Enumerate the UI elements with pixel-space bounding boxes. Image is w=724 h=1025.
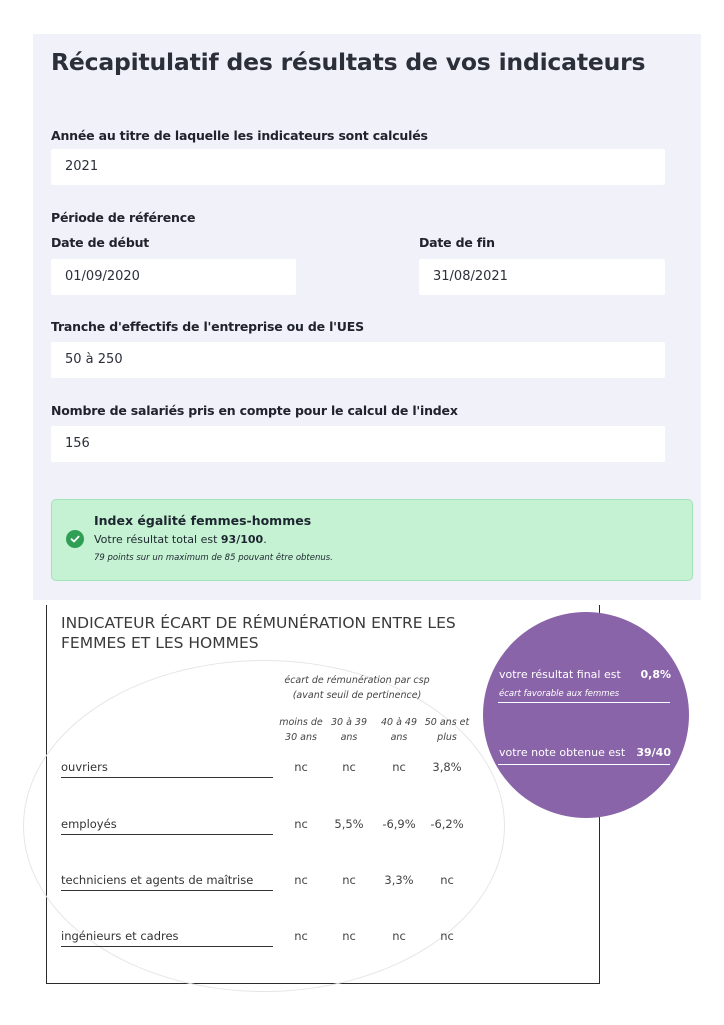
result-circle bbox=[483, 612, 689, 818]
divider bbox=[498, 702, 670, 703]
table-cell: 3,8% bbox=[432, 760, 462, 774]
indicator-title: INDICATEUR ÉCART DE RÉMUNÉRATION ENTRE LES FEMMES ET LES HOMMES bbox=[61, 614, 456, 652]
table-cell: -6,2% bbox=[430, 817, 464, 831]
final-result-value: 0,8% bbox=[640, 668, 671, 681]
row-label: ingénieurs et cadres bbox=[61, 929, 273, 947]
summary-panel bbox=[33, 34, 701, 600]
table-cell: nc bbox=[392, 929, 406, 943]
table-cell: nc bbox=[294, 760, 308, 774]
table-cell: nc bbox=[342, 929, 356, 943]
start-date-field[interactable]: 01/09/2020 bbox=[51, 259, 296, 295]
column-header: 30 à 39 ans bbox=[330, 717, 368, 743]
table-cell: nc bbox=[392, 760, 406, 774]
indicator-subtitle: écart de rémunération par csp (avant seuil de pertinence) bbox=[284, 675, 430, 701]
year-label: Année au titre de laquelle les indicateurs sont calculés bbox=[51, 128, 428, 143]
row-label: ouvriers bbox=[61, 760, 273, 778]
final-result-label: votre résultat final est bbox=[499, 668, 621, 681]
table-cell: nc bbox=[440, 873, 454, 887]
table-cell: nc bbox=[440, 929, 454, 943]
divider bbox=[498, 764, 670, 765]
employees-field[interactable]: 156 bbox=[51, 426, 665, 462]
end-date-field[interactable]: 31/08/2021 bbox=[419, 259, 665, 295]
alert-title: Index égalité femmes-hommes bbox=[94, 513, 312, 528]
total-score: 93/100 bbox=[220, 533, 264, 546]
index-result-alert bbox=[51, 499, 693, 581]
row-label: employés bbox=[61, 817, 273, 835]
row-label: techniciens et agents de maîtrise bbox=[61, 873, 273, 891]
table-cell: nc bbox=[342, 760, 356, 774]
table-cell: 5,5% bbox=[334, 817, 364, 831]
table-cell: 3,3% bbox=[384, 873, 414, 887]
score-value: 39/40 bbox=[636, 746, 671, 759]
year-field[interactable]: 2021 bbox=[51, 149, 665, 185]
table-cell: nc bbox=[342, 873, 356, 887]
column-header: 40 à 49 ans bbox=[380, 717, 418, 743]
table-cell: nc bbox=[294, 817, 308, 831]
final-result-note: écart favorable aux femmes bbox=[499, 689, 620, 699]
size-field[interactable]: 50 à 250 bbox=[51, 342, 665, 378]
check-circle-icon bbox=[66, 530, 84, 548]
column-header: moins de 30 ans bbox=[279, 717, 323, 743]
score-label: votre note obtenue est bbox=[499, 746, 626, 759]
end-date-label: Date de fin bbox=[419, 235, 495, 250]
page-title: Récapitulatif des résultats de vos indicateurs bbox=[51, 48, 646, 76]
start-date-label: Date de début bbox=[51, 235, 150, 250]
employees-label: Nombre de salariés pris en compte pour le calcul de l'index bbox=[51, 403, 458, 418]
table-cell: nc bbox=[294, 873, 308, 887]
alert-result-text: Votre résultat total est 93/100. bbox=[94, 533, 267, 546]
table-cell: nc bbox=[294, 929, 308, 943]
period-label: Période de référence bbox=[51, 210, 196, 225]
alert-note: 79 points sur un maximum de 85 pouvant être obtenus. bbox=[94, 553, 333, 563]
table-cell: -6,9% bbox=[382, 817, 416, 831]
size-label: Tranche d'effectifs de l'entreprise ou de l'UES bbox=[51, 319, 364, 334]
column-header: 50 ans et plus bbox=[424, 717, 470, 743]
